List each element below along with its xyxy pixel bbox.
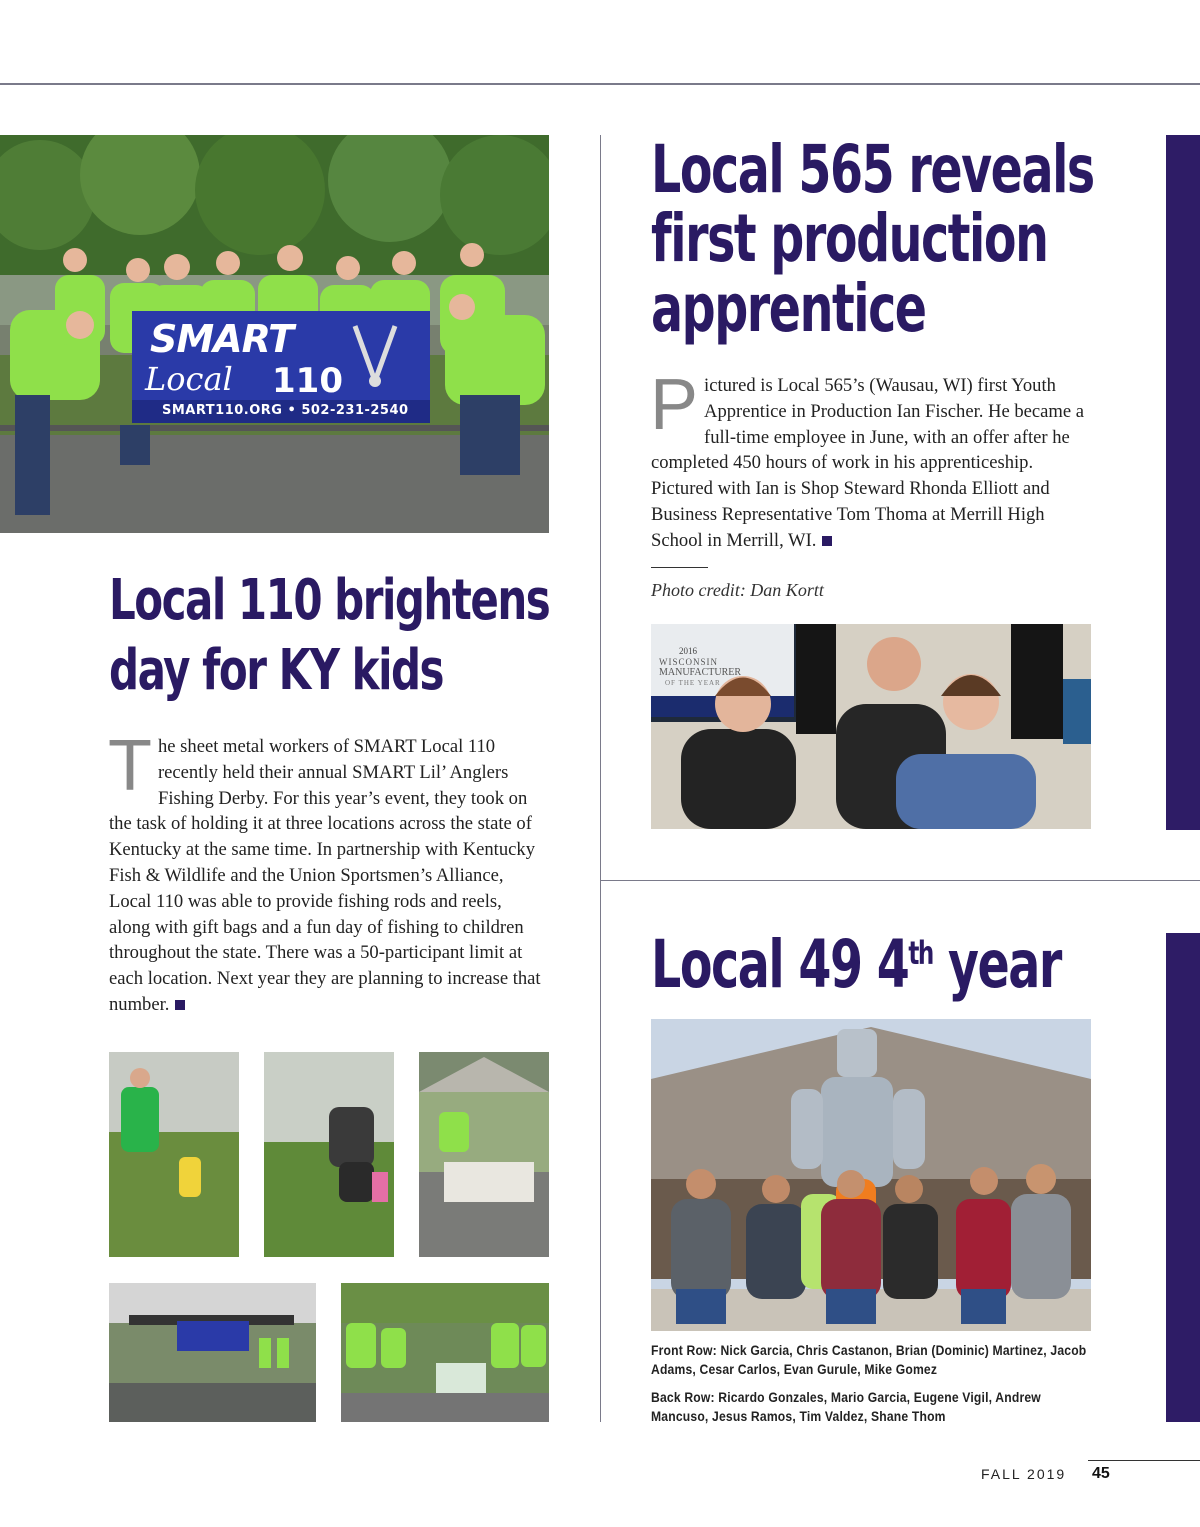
body-local110-text: he sheet metal workers of SMART Local 110 recently held their annual SMART Lil’ Anglers Fishing Derby. For this year’s event, they took on the task of holding it at three locations across the state of Kentucky at the same time. In partnership with Kentucky Fish & Wildlife and the Union Sportsmen’s Alliance, Local 110 was able to provide fishing rods and reels, along with gift bags and a fun day of fishing to children throughout the state. There was a 50-participant limit at each location. Next year they are planning to increase that number. xyxy=(109,736,541,1015)
body-local110 xyxy=(108,726,547,1018)
headline-local565-line3: apprentice xyxy=(651,270,926,347)
footer-rule xyxy=(1088,1460,1200,1461)
apprentice-photo-local565 xyxy=(651,624,1091,829)
credit-rule xyxy=(651,567,708,568)
column-divider xyxy=(600,135,601,1422)
banner-tools-icon xyxy=(345,321,405,391)
fishing-photo-1 xyxy=(109,1052,239,1257)
headline-local49 xyxy=(651,926,1061,1003)
fishing-photo-4 xyxy=(109,1283,316,1422)
fishing-photo-3 xyxy=(419,1052,549,1257)
group-photo-local110 xyxy=(0,135,549,533)
group-photo-local49 xyxy=(651,1019,1091,1331)
caption-front-row: Front Row: Nick Garcia, Chris Castanon, Brian (Dominic) Martinez, Jacob Adams, Cesar Carlos, Evan Gurule, Mike Gomez xyxy=(651,1343,1087,1377)
headline-local49-end: year xyxy=(932,926,1061,1003)
accent-bar-top xyxy=(1166,135,1200,830)
dropcap-local110: T xyxy=(108,726,152,806)
screen-line1: WISCONSIN xyxy=(659,657,719,667)
accent-bar-bottom xyxy=(1166,933,1200,1422)
banner-local-word: Local xyxy=(145,360,233,398)
headline-local565-line2: first production xyxy=(651,200,1048,277)
fishing-photo-5 xyxy=(341,1283,549,1422)
photo-credit: Photo credit: Dan Kortt xyxy=(651,580,824,600)
footer-issue: FALL 2019 xyxy=(981,1466,1067,1482)
screen-line3: OF THE YEAR xyxy=(665,679,721,687)
headline-local110-line1: Local 110 brightens xyxy=(109,568,550,633)
screen-year: 2016 xyxy=(679,646,697,656)
headline-local49-sup: th xyxy=(908,934,933,972)
end-mark-icon xyxy=(175,1000,185,1010)
body-local565 xyxy=(650,365,1091,554)
dropcap-local565: P xyxy=(650,365,699,445)
body-local565-text: ictured is Local 565’s (Wausau, WI) first Youth Apprentice in Production Ian Fischer. He became a full-time employee in June, with an offer after he completed 450 hours of work in his apprenticeship. Pictured with Ian is Shop Steward Rhonda Elliott and Business Representative Tom Thoma at Merrill High School in Merrill, WI. xyxy=(651,375,1085,551)
banner-local-number: 110 xyxy=(272,361,343,401)
headline-local565-line1: Local 565 reveals xyxy=(651,131,1094,208)
screen-line2: MANUFACTURER xyxy=(659,667,742,678)
end-mark-icon xyxy=(822,536,832,546)
top-rule xyxy=(0,83,1200,85)
headline-local110-line2: day for KY kids xyxy=(109,638,444,703)
page-number: 45 xyxy=(1092,1465,1110,1482)
headline-local49-main: Local 49 4 xyxy=(651,926,909,1003)
banner-brand: SMART xyxy=(150,317,294,361)
caption-back-row: Back Row: Ricardo Gonzales, Mario Garcia, Eugene Vigil, Andrew Mancuso, Jesus Ramos, Tim Valdez, Shane Thom xyxy=(651,1390,1041,1424)
section-divider xyxy=(600,880,1200,881)
banner-contact: SMART110.ORG • 502-231-2540 xyxy=(162,403,409,418)
fishing-photo-2 xyxy=(264,1052,394,1257)
